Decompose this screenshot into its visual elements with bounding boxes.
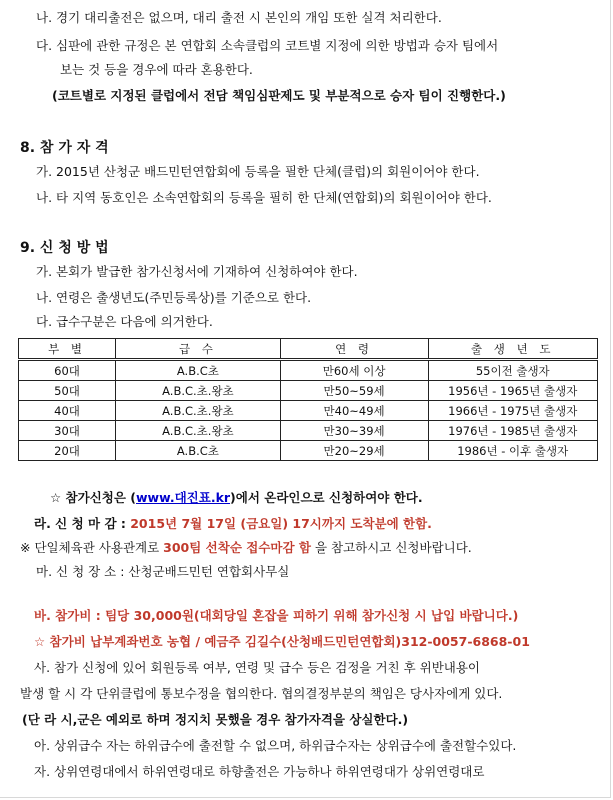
cell-age: 만40~49세 (280, 401, 428, 421)
cell-birth-year: 55이전 출생자 (428, 360, 598, 381)
rule-da-referee: 다. 심판에 관한 규정은 본 연합회 소속클럽의 코트별 지정에 의한 방법과 승자 팀에서 (36, 38, 499, 53)
table-row (19, 421, 598, 441)
table-row (19, 401, 598, 421)
rule-ja: 자. 상위연령대에서 하위연령대로 하향출전은 가능하나 하위연령대가 상위연령대로 (34, 764, 485, 779)
cell-birth-year: 1976년 - 1985년 출생자 (428, 421, 598, 441)
section-9-da: 다. 급수구분은 다음에 의거한다. (36, 314, 213, 329)
cell-age: 만50~59세 (280, 381, 428, 401)
cell-division: 40대 (19, 401, 116, 421)
application-place: 마. 신 청 장 소 : 산청군배드민턴 연합회사무실 (36, 564, 290, 579)
rule-sa-3: (단 라 시,군은 예외로 하며 정지치 못했을 경우 참가자격을 상실한다.) (22, 712, 409, 727)
deadline-text: 2015년 7월 17일 (금요일) 17시까지 도착분에 한함. (130, 516, 432, 531)
table-row (19, 360, 598, 381)
table-row (19, 441, 598, 461)
table-header-row (19, 339, 598, 360)
cell-division: 20대 (19, 441, 116, 461)
deadline-label: 라. 신 청 마 감 : (34, 516, 131, 531)
cell-division: 30대 (19, 421, 116, 441)
online-link[interactable]: www.대진표.kr (136, 490, 231, 505)
cell-grade: A.B.C.초.왕초 (116, 421, 281, 441)
cell-age: 만30~39세 (280, 421, 428, 441)
rule-na-proxy: 나. 경기 대리출전은 없으며, 대리 출전 시 본인의 개임 또한 실격 처리한다. (36, 10, 442, 25)
cell-grade: A.B.C초 (116, 360, 281, 381)
header-birth-year: 출 생 년 도 (428, 339, 598, 360)
cell-age: 만60세 이상 (280, 360, 428, 381)
header-division: 부 별 (19, 339, 116, 360)
cell-birth-year: 1956년 - 1965년 출생자 (428, 381, 598, 401)
table-row (19, 381, 598, 401)
cell-division: 50대 (19, 381, 116, 401)
cell-birth-year: 1966년 - 1975년 출생자 (428, 401, 598, 421)
online-suffix: )에서 온라인으로 신청하여야 한다. (230, 490, 423, 505)
header-age: 연 령 (280, 339, 428, 360)
deadline (34, 516, 432, 532)
section-8-ga: 가. 2015년 산청군 배드민턴연합회에 등록을 필한 단체(클럽)의 회원이어야 한다. (36, 164, 480, 179)
online-application (50, 490, 423, 506)
capacity-note (20, 540, 472, 556)
rule-a: 아. 상위급수 자는 하위급수에 출전할 수 없으며, 하위급수자는 상위급수에 출전할수있다. (34, 738, 517, 753)
rule-sa-2: 발생 할 시 각 단위클럽에 통보수정을 협의한다. 협의결정부분의 책임은 당사자에게 있다. (20, 686, 503, 701)
note-suffix: 을 참고하시고 신청바랍니다. (310, 540, 472, 555)
rule-sa-1: 사. 참가 신청에 있어 회원등록 여부, 연령 및 급수 등은 검정을 거친 후 위반내용이 (34, 660, 481, 675)
cell-grade: A.B.C.초.왕초 (116, 381, 281, 401)
section-8-title: 8. 참 가 자 격 (20, 140, 109, 156)
note-highlight: 300팀 선착순 접수마감 함 (163, 540, 311, 555)
entry-fee: 바. 참가비 : 팀당 30,000원(대회당일 혼잡을 피하기 위해 참가신청 시 납입 바랍니다.) (34, 608, 519, 623)
section-9-title: 9. 신 청 방 법 (20, 240, 109, 256)
note-prefix: ※ 단일체육관 사용관계로 (20, 540, 164, 555)
section-9-na: 나. 연령은 출생년도(주민등록상)를 기준으로 한다. (36, 290, 312, 305)
rule-da-referee-cont: 보는 것 등을 경우에 따라 혼용한다. (60, 62, 253, 77)
cell-birth-year: 1986년 - 이후 출생자 (428, 441, 598, 461)
referee-note: (코트별로 지정된 클럽에서 전담 책임심판제도 및 부분적으로 승자 팀이 진행한다.) (52, 88, 506, 103)
header-grade: 급 수 (116, 339, 281, 360)
section-8-na: 나. 타 지역 동호인은 소속연합회의 등록을 필히 한 단체(연합회)의 회원이어야 한다. (36, 190, 492, 205)
cell-grade: A.B.C.초.왕초 (116, 401, 281, 421)
cell-grade: A.B.C초 (116, 441, 281, 461)
online-prefix: ☆ 참가신청은 ( (50, 490, 136, 505)
grade-table (18, 338, 598, 461)
section-9-ga: 가. 본회가 발급한 참가신청서에 기재하여 신청하여야 한다. (36, 264, 358, 279)
bank-account: ☆ 참가비 납부계좌번호 농협 / 예금주 김길수(산청배드민턴연합회)312-0057-6868-01 (34, 634, 530, 649)
cell-division: 60대 (19, 360, 116, 381)
cell-age: 만20~29세 (280, 441, 428, 461)
